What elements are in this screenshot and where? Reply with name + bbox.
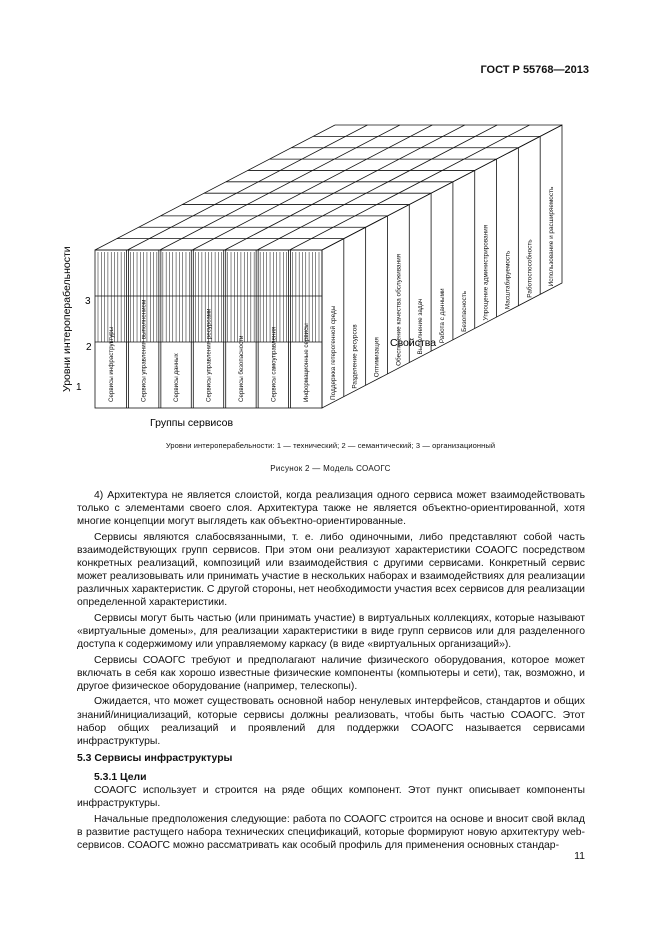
side-property-label: Оптимизация (373, 337, 381, 378)
paragraph: Сервисы СОАОГС требуют и предполагают наличие физического оборудования, которое может включать в себя как хорошо известные физические компоненты (компьютеры и сети), так, возможно, и другое физическое оборудование (например, телескопы). (77, 654, 585, 692)
paragraph: Ожидается, что может существовать основной набор ненулевых интерфейсов, стандартов и общих знаний/инициализаций, которые сервисы должны реализовать, чтобы быть частью СОАОГС. Этот набор общих реализаций и проявлений для поддержки СОАОГС называется сервисами инфраструктуры. (77, 696, 585, 747)
side-property-label: Упрощение администрирования (482, 224, 490, 321)
side-property-label: Разделение ресурсов (351, 324, 359, 389)
side-property-label: Обеспечение качества обслуживания (395, 253, 403, 366)
front-group-label: Сервисы управления выполнением (140, 299, 148, 402)
front-group-label: Информационные сервисы (302, 323, 310, 402)
front-group-label: Сервисы данных (173, 353, 181, 402)
level-number-1: 1 (76, 382, 82, 393)
side-property-label: Поддержка гетерогенной среды (329, 305, 337, 400)
side-face-labels (329, 186, 555, 400)
paragraph: Начальные предположения следующие: работа по СОАОГС строится на основе и вносит свой вклад в развитие растущего набора технических спецификаций, которые формируют новую архитектуру web-сервисов. СОАОГС можно рассматривать как особый профиль для применения основных стандар- (77, 813, 585, 851)
page-number: 11 (574, 850, 585, 862)
front-group-label: Сервисы управления ресурсами (205, 308, 213, 402)
subsection-heading: 5.3.1 Цели (94, 771, 147, 783)
side-property-label: Использование и расширяемость (548, 186, 556, 287)
paragraph: Сервисы являются слабосвязанными, т. е. либо одиночными, либо представляют собой часть взаимодействующих групп сервисов. При этом они реализуют характеристики СОАОГС посредством конкретных реализаций, композиций или взаимодействия с другими сервисами. Конкретный сервис может реализовывать или принимать участие в нескольких наборах и взаимодействиях для реализации различных характеристик. С другой стороны, нет необходимости участия всех сервисов для реализации определенной характеристики. (77, 531, 585, 609)
groups-title: Группы сервисов (150, 417, 234, 429)
side-property-label: Масштабируемость (504, 250, 512, 310)
levels-axis-title: Уровни интероперабельности (61, 246, 73, 392)
top-grid-line (95, 125, 335, 250)
side-property-label: Безопасность (460, 291, 468, 332)
cube-grid (95, 125, 562, 408)
front-group-label: Сервисы безопасности (237, 335, 245, 402)
properties-title: Свойства (390, 337, 437, 349)
figure-caption: Рисунок 2 — Модель СОАОГС (270, 464, 391, 473)
paragraph: Сервисы могут быть частью (или принимать участие) в виртуальных коллекциях, которые называют «виртуальные домены», для реализации характеристики в виде групп сервисов или для разделенного доступа к содержимому или управляемому каркасу (в виде «виртуальных организаций»). (77, 612, 585, 651)
top-grid-line (127, 125, 367, 250)
section-heading: 5.3 Сервисы инфраструктуры (77, 752, 233, 764)
side-property-label: Выполнение задач (417, 298, 425, 355)
side-property-label: Работа с данными (439, 288, 446, 344)
soaogs-model-diagram (40, 88, 600, 438)
level-number-3: 3 (85, 296, 91, 307)
body-text (77, 489, 585, 854)
paragraph: 4) Архитектура не является слоистой, когда реализация одного сервиса может взаимодействовать только с элементами своего слоя. Архитектура также не является объектно-ориентированной, хотя многие концепции могут выглядеть как объектно-ориентированные. (77, 490, 585, 528)
front-group-label: Сервисы самоуправления (270, 326, 278, 402)
top-grid-line (225, 125, 465, 250)
side-property-label: Работоспособность (526, 239, 534, 298)
front-group-label: Сервисы инфраструктуры (108, 326, 116, 402)
standard-header: ГОСТ Р 55768—2013 (480, 64, 589, 76)
level-number-2: 2 (86, 342, 92, 353)
top-grid-line (160, 125, 400, 250)
top-grid-line (192, 125, 432, 250)
figure-legend: Уровни интероперабельности: 1 — технический; 2 — семантический; 3 — организационный (165, 441, 496, 450)
top-grid-line (257, 125, 497, 250)
paragraph: СОАОГС использует и строится на ряде общих компонент. Этот пункт описывает компоненты инфраструктуры. (77, 784, 585, 810)
